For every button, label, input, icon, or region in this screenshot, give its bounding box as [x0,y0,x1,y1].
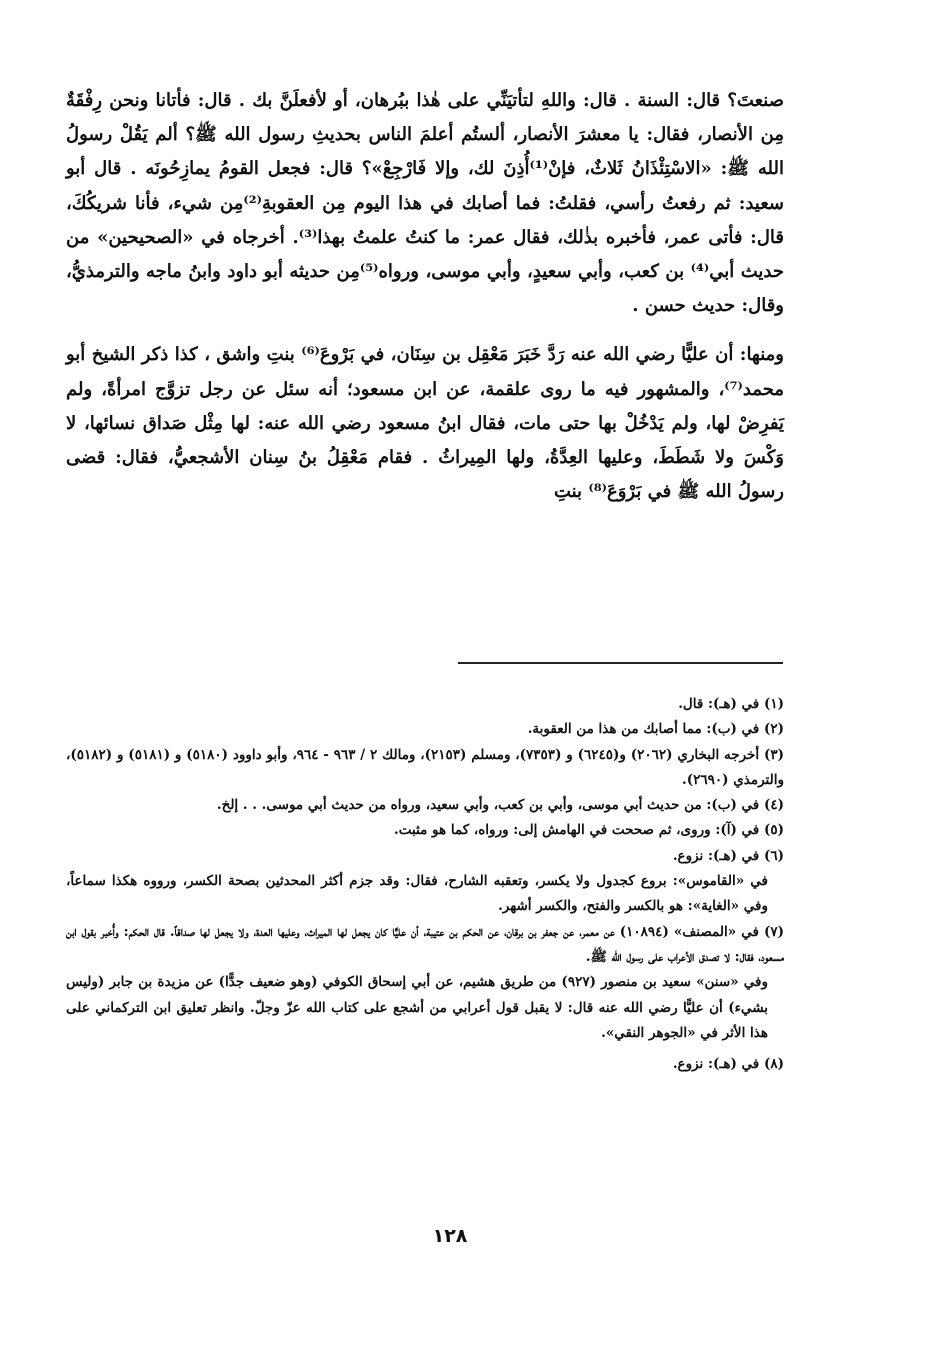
page-number: ١٢٨ [432,1225,468,1247]
footnote-3: (٣) أخرجه البخاري (٢٠٦٢) و(٦٢٤٥) و (٧٣٥٣)، ومسلم (٢١٥٣)، ومالك ٢ / ٩٦٣ - ٩٦٤، وأبو داوود (٥١٨٠) و (٥١٨١) و (٥١٨٢)، والترمذي (٢٦٩٠). [66,746,784,788]
paragraph-1: صنعتَ؟ قال: السنة . قال: واللهِ لتأتيَنِّي على هٰذا ببُرهان، أو لأفعلَنَّ بك . قال: فأتانا ونحن رِفْقَةٌ مِن الأنصار، فقال: يا معشرَ الأنصار، ألستُم أعلمَ الناس بحديثِ رسول الله ﷺ؟ ألم يَقُلْ رسولُ الله ﷺ: «الاسْتِئْذَانُ ثَلاثٌ، فإنْ⁽¹⁾أُذِنَ لك، وإلا فَارْجِعْ»؟ قال: فجعل القومُ يمازِحُونَه . قال أبو سعيد: ثم رفعتُ رأسي، فقلتُ: فما أصابك في هذا اليوم مِن العقوبةِ⁽²⁾مِن شيء، فأنا شريكُكَ، قال: فأتى عمر، فأخبره بذٰلك، فقال عمر: ما كنتُ علمتُ بهذا⁽³⁾. أخرجاه في «الصحيحين» من حديث أبي⁽⁴⁾ بن كعب، وأبي سعيدٍ، وأبي موسى، ورواه⁽⁵⁾مِن حديثه أبو داود وابنُ ماجه والترمذيُّ، وقال: حديث حسن . [66,90,785,317]
footnotes-block [66,692,784,1077]
footnote-6: (٦) في (هـ): نزوع. [672,847,784,864]
footnote-separator-rule [458,662,783,664]
footnote-7-continuation: وفي «سنن» سعيد بن منصور (٩٢٧) من طريق هشيم، عن أبي إسحاق الكوفي (وهو ضعيف جدًّا) عن مزيدة بن جابر (وليس بشيء) أن عليًّا رضي الله عنه قال: لا يقبل قول أعرابي من أشجع على كتاب الله عزّ وجلّ. وانظر تعليق ابن التركماني على هذا الأثر في «الجوهر النقي». [66,974,768,1041]
footnote-1: (١) في (هـ): قال. [678,696,784,712]
footnote-6-continuation: في «القاموس»: بروع كجدول ولا يكسر، وتعقبه الشارح، فقال: وقد جزم أكثر المحدثين بصحة الكسر، ورووه هكذا سماعاً، وفي «الغاية»: هو بالكسر والفتح، والكسر أشهر. [66,873,768,915]
paragraph-2: ومنها: أن عليًّا رضي الله عنه رَدَّ خَبَرَ مَعْقِل بن سِنَان، في بَرْوعَ⁽⁶⁾ بنتِ واشق ، كذا ذكر الشيخ أبو محمد⁽⁷⁾، والمشهور فيه ما روى علقمة، عن ابن مسعود؛ أنه سئل عن رجل تزوَّج امرأةً، ولم يَفرِضْ لها، ولم يَدْخُلْ بها حتى مات، فقال ابنُ مسعود رضي الله عنه: لها مِثْل صَداق نسائها، لا وَكْسَ ولا شَطَطَ، وعليها العِدَّةُ، ولها المِيراثُ . فقام مَعْقِلُ بنُ سِنان الأشجعيُّ، فقال: قضى رسولُ الله ﷺ في بَرْوَعَ⁽⁸⁾ بنتِ [66,344,784,503]
footnote-7: (٧) في «المصنف» (١٠٨٩٤) عن معمر، عن جعفر بن برقان، عن الحكم بن عتيبة، أن عليًّا كان يجعل لها الميراث، وعليها العدة، ولا يجعل لها صداقاً. قال الحكم: وأُخبر بقول ابن مسعود، فقال: لا تصدق الأعراب على رسول الله ﷺ. [66,923,784,965]
footnote-5: (٥) في (آ): وروى، ثم صححت في الهامش إلى: ورواه، كما هو مثبت. [394,822,784,839]
footnote-2: (٢) في (ب): مما أصابك من هذا من العقوبة. [527,721,784,738]
footnote-4: (٤) في (ب): من حديث أبي موسى، وأبي بن كعب، وأبي سعيد، ورواه من حديث أبي موسى. . . إلخ. [216,797,784,814]
footnote-8: (٨) في (هـ): نزوع. [672,1056,784,1073]
main-text-block [66,84,784,509]
